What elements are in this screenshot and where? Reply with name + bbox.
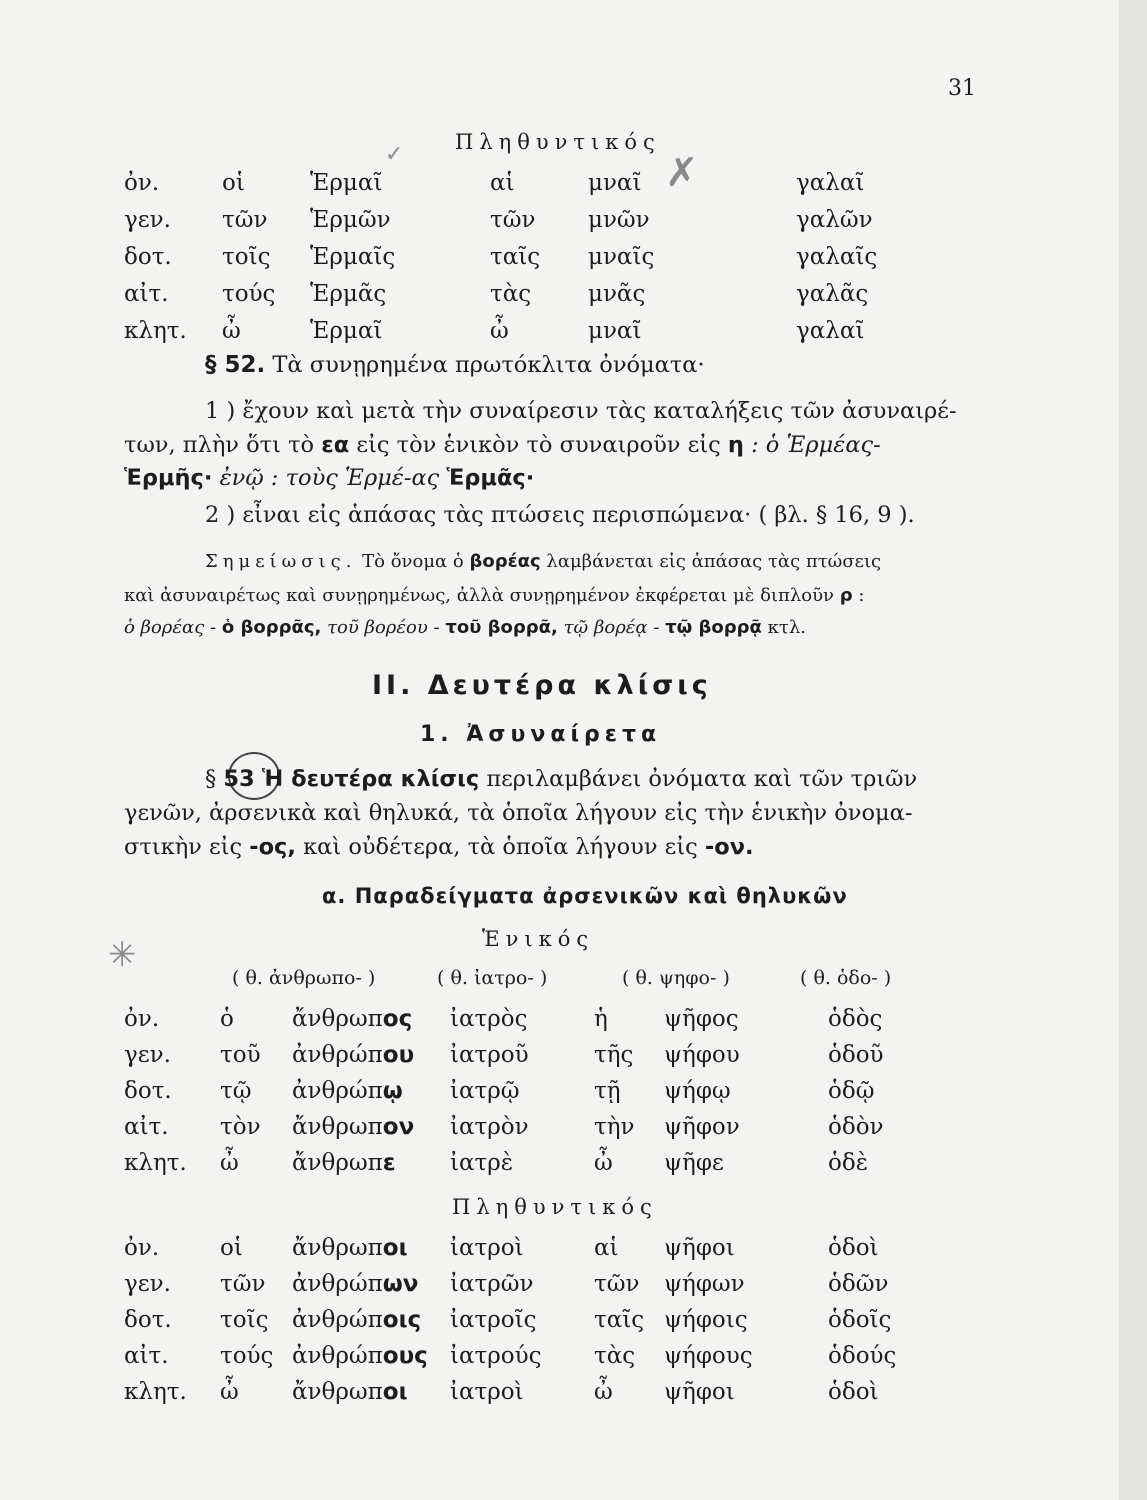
noun-odos: ὁδῷ — [828, 1078, 875, 1104]
noun-iatros: ἰατρὸς — [450, 1006, 528, 1032]
article: τῶν — [220, 1271, 266, 1297]
noun-psifos: ψῆφε — [664, 1150, 724, 1176]
case-label: κλητ. — [124, 1150, 187, 1176]
noun-gali: γαλαῖ — [796, 170, 865, 196]
noun-psifos: ψήφου — [664, 1042, 740, 1068]
table-row — [0, 244, 1000, 278]
noun-iatros: ἰατροῦ — [450, 1042, 529, 1068]
noun-anthropos: ἀνθρώπων — [292, 1271, 419, 1297]
table-row — [0, 318, 1000, 352]
article: αἱ — [594, 1235, 619, 1261]
case-label: γεν. — [124, 1271, 171, 1297]
note-line: Σημείωσις. Τὸ ὄνομα ὁ βορέας λαμβάνεται εἰς ἁπάσας τὰς πτώσεις — [205, 551, 882, 572]
article: τούς — [220, 1343, 274, 1369]
noun-odos: ὁδὸς — [828, 1006, 883, 1032]
noun-gali: γαλαῖς — [796, 244, 878, 270]
noun-odos: ὁδούς — [828, 1343, 897, 1369]
case-label: ὀν. — [124, 1235, 160, 1261]
article: ταῖς — [594, 1307, 645, 1333]
stem-label: ( θ. ἀνθρωπο- ) — [232, 967, 376, 989]
section-53-line: γενῶν, ἀρσενικὰ καὶ θηλυκά, τὰ ὁποῖα λήγουν εἰς τὴν ἑνικὴν ὀνομα- — [124, 800, 913, 826]
article: αἱ — [490, 170, 515, 196]
noun-anthropos: ἀνθρώπῳ — [292, 1078, 403, 1104]
stem-label: ( θ. ὁδο- ) — [800, 967, 892, 989]
noun-psifos: ψῆφοι — [664, 1379, 735, 1405]
noun-odos: ὁδοῦ — [828, 1042, 884, 1068]
table-row — [0, 170, 1000, 204]
case-label: δοτ. — [124, 1078, 172, 1104]
noun-ermas: Ἑρμῶν — [310, 207, 391, 233]
article: τοῖς — [222, 244, 271, 270]
noun-iatros: ἰατρὸν — [450, 1114, 529, 1140]
section-52-line: 1 ) ἔχουν καὶ μετὰ τὴν συναίρεσιν τὰς καταλήξεις τῶν ἀσυναιρέ- — [205, 398, 957, 424]
article: τῇ — [594, 1078, 621, 1104]
article: τούς — [222, 281, 276, 307]
heading-second-declension: ΙΙ. Δευτέρα κλίσις — [372, 670, 712, 701]
article: τῶν — [222, 207, 268, 233]
table-row — [0, 1271, 1000, 1305]
noun-odos: ὁδὸν — [828, 1114, 884, 1140]
article: οἱ — [220, 1235, 243, 1261]
section-52-line: Ἑρμῆς· ἐνῷ : τοὺς Ἑρμέ-ας Ἑρμᾶς· — [124, 465, 535, 491]
noun-psifos: ψήφοις — [664, 1307, 748, 1333]
article: τὰς — [594, 1343, 636, 1369]
article: τὴν — [594, 1114, 635, 1140]
article: τὸν — [220, 1114, 261, 1140]
table-row — [0, 207, 1000, 241]
page-number: 31 — [948, 76, 976, 101]
heading-uncontracted: 1. Ἀσυναίρετα — [420, 722, 662, 747]
noun-iatros: ἰατρὲ — [450, 1150, 514, 1176]
noun-gali: γαλῶν — [796, 207, 873, 233]
table-row — [0, 1307, 1000, 1341]
section-52-line: των, πλὴν ὅτι τὸ εα εἰς τὸν ἑνικὸν τὸ συναιροῦν εἰς η : ὁ Ἑρμέας- — [124, 432, 881, 458]
article: τῶν — [490, 207, 536, 233]
page-edge-shadow — [1119, 0, 1147, 1500]
noun-mna: μναῖ — [588, 318, 642, 344]
stem-label: ( θ. ψηφο- ) — [622, 967, 730, 989]
table-row — [0, 1078, 1000, 1112]
case-label: αἰτ. — [124, 281, 169, 307]
noun-psifos: ψήφῳ — [664, 1078, 731, 1104]
plural-header: Πληθυντικός — [452, 1195, 658, 1219]
plural-header: Πληθυντικός — [455, 130, 661, 154]
noun-mna: μνᾶς — [588, 281, 646, 307]
section-52-title: § 52. Τὰ συνῃρημένα πρωτόκλιτα ὀνόματα· — [205, 352, 705, 378]
table-row — [0, 1006, 1000, 1040]
table-row — [0, 1042, 1000, 1076]
table-row — [0, 1150, 1000, 1184]
article: ὦ — [220, 1150, 239, 1176]
article: τοῖς — [220, 1307, 269, 1333]
article: τῆς — [594, 1042, 634, 1068]
noun-anthropos: ἄνθρωποι — [292, 1379, 408, 1405]
noun-ermas: Ἑρμαῖ — [310, 318, 383, 344]
noun-ermas: Ἑρμαῖ — [310, 170, 383, 196]
note-line: καὶ ἀσυναιρέτως καὶ συνῃρημένως, ἀλλὰ συνῃρημένον ἐκφέρεται μὲ διπλοῦν ρ : — [124, 585, 865, 606]
article: τῷ — [220, 1078, 252, 1104]
case-label: αἰτ. — [124, 1114, 169, 1140]
article: ἡ — [594, 1006, 608, 1032]
noun-iatros: ἰατροῖς — [450, 1307, 537, 1333]
table-row — [0, 281, 1000, 315]
noun-odos: ὁδοῖς — [828, 1307, 892, 1333]
noun-iatros: ἰατροὶ — [450, 1379, 524, 1405]
table-row — [0, 1114, 1000, 1148]
table-row — [0, 1343, 1000, 1377]
article: οἱ — [222, 170, 245, 196]
article: ὦ — [490, 318, 509, 344]
noun-iatros: ἰατροὶ — [450, 1235, 524, 1261]
singular-header: Ἑνικός — [482, 927, 595, 951]
noun-iatros: ἰατρῶν — [450, 1271, 534, 1297]
case-label: γεν. — [124, 1042, 171, 1068]
noun-gali: γαλᾶς — [796, 281, 869, 307]
noun-gali: γαλαῖ — [796, 318, 865, 344]
note-line: ὁ βορέας - ὁ βορρᾶς, τοῦ βορέου - τοῦ βορρᾶ, τῷ βορέᾳ - τῷ βορρᾷ κτλ. — [124, 617, 807, 638]
noun-anthropos: ἄνθρωποι — [292, 1235, 408, 1261]
pencil-asterisk-icon: ✳ — [108, 935, 137, 975]
noun-psifos: ψῆφον — [664, 1114, 740, 1140]
noun-mna: μνῶν — [588, 207, 650, 233]
section-52-line: 2 ) εἶναι εἰς ἁπάσας τὰς πτώσεις περισπώμενα· ( βλ. § 16, 9 ). — [205, 502, 915, 528]
case-label: αἰτ. — [124, 1343, 169, 1369]
noun-ermas: Ἑρμαῖς — [310, 244, 396, 270]
noun-odos: ὁδῶν — [828, 1271, 889, 1297]
noun-iatros: ἰατρούς — [450, 1343, 542, 1369]
noun-odos: ὁδοὶ — [828, 1379, 879, 1405]
case-label: ὀν. — [124, 1006, 160, 1032]
case-label: δοτ. — [124, 1307, 172, 1333]
stem-label: ( θ. ἰατρο- ) — [437, 967, 548, 989]
noun-psifos: ψῆφος — [664, 1006, 739, 1032]
noun-anthropos: ἄνθρωπος — [292, 1006, 413, 1032]
article: τῶν — [594, 1271, 640, 1297]
table-row — [0, 1379, 1000, 1413]
noun-odos: ὁδοὶ — [828, 1235, 879, 1261]
pencil-x-icon: ✗ — [665, 150, 699, 196]
section-53-line: § 53 Ἡ δευτέρα κλίσις περιλαμβάνει ὀνόματα καὶ τῶν τριῶν — [205, 766, 918, 792]
case-label: κλητ. — [124, 318, 187, 344]
noun-anthropos: ἀνθρώπους — [292, 1343, 428, 1369]
case-label: κλητ. — [124, 1379, 187, 1405]
article: τοῦ — [220, 1042, 261, 1068]
article: ταῖς — [490, 244, 541, 270]
noun-anthropos: ἀνθρώποις — [292, 1307, 422, 1333]
article: τὰς — [490, 281, 532, 307]
noun-iatros: ἰατρῷ — [450, 1078, 520, 1104]
article: ὦ — [220, 1379, 239, 1405]
table-row — [0, 1235, 1000, 1269]
noun-ermas: Ἑρμᾶς — [310, 281, 387, 307]
noun-psifos: ψήφους — [664, 1343, 753, 1369]
noun-mna: μναῖ — [588, 170, 642, 196]
article: ὦ — [222, 318, 241, 344]
heading-examples: α. Παραδείγματα ἀρσενικῶν καὶ θηλυκῶν — [322, 884, 848, 908]
section-53-line: στικὴν εἰς -ος, καὶ οὐδέτερα, τὰ ὁποῖα λήγουν εἰς -ον. — [124, 834, 754, 860]
case-label: ὀν. — [124, 170, 160, 196]
noun-mna: μναῖς — [588, 244, 655, 270]
article: ὦ — [594, 1150, 613, 1176]
noun-psifos: ψήφων — [664, 1271, 745, 1297]
case-label: γεν. — [124, 207, 171, 233]
article: ὦ — [594, 1379, 613, 1405]
article: ὁ — [220, 1006, 234, 1032]
case-label: δοτ. — [124, 244, 172, 270]
noun-odos: ὁδὲ — [828, 1150, 869, 1176]
pencil-check-icon: ✓ — [385, 142, 404, 167]
noun-psifos: ψῆφοι — [664, 1235, 735, 1261]
noun-anthropos: ἀνθρώπου — [292, 1042, 415, 1068]
noun-anthropos: ἄνθρωπον — [292, 1114, 415, 1140]
noun-anthropos: ἄνθρωπε — [292, 1150, 396, 1176]
